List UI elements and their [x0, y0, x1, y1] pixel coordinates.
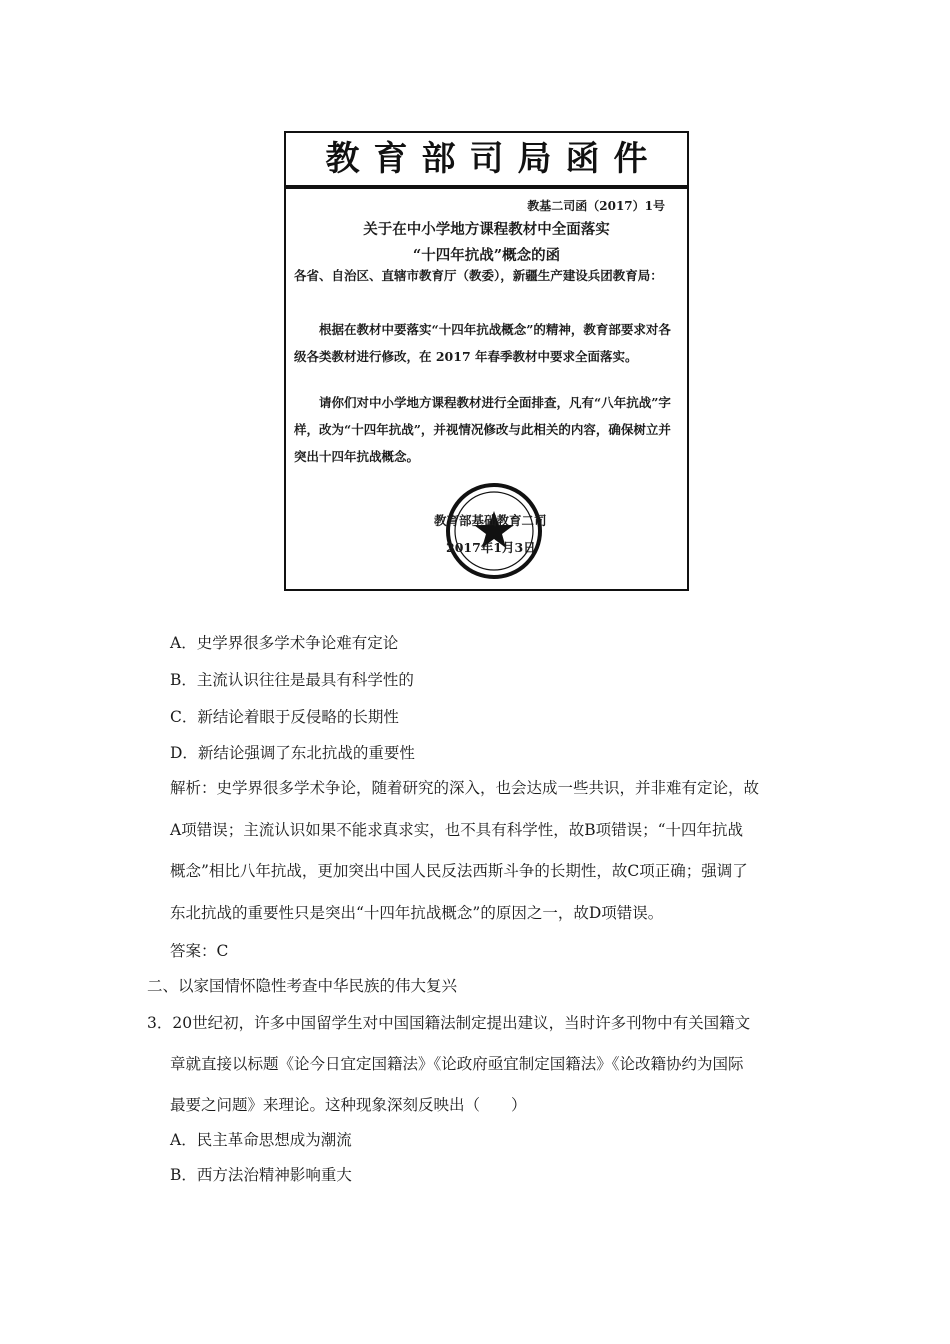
q2-analysis-line-2: A项错误；主流认识如果不能求真求实，也不具有科学性，故B项错误；“十四年抗战: [170, 821, 744, 839]
document-number: 教基二司函（2017）1号: [527, 199, 665, 213]
header-rule: [286, 185, 687, 189]
q2-analysis-line-1: 解析：史学界很多学术争论，随着研究的深入，也会达成一些共识，并非难有定论，故: [170, 779, 760, 797]
seal-organization: 教育部基础教育二司: [434, 513, 547, 528]
q2-option-a: A．史学界很多学术争论难有定论: [170, 634, 399, 652]
document-paragraph-2: 请你们对中小学地方课程教材进行全面排查，凡有“八年抗战”字样，改为“十四年抗战”，并视情况修改与此相关的内容，确保树立并突出十四年抗战概念。: [294, 395, 671, 464]
document-addressee: 各省、自治区、直辖市教育厅（教委），新疆生产建设兵团教育局：: [294, 268, 663, 283]
q2-analysis-line-4: 东北抗战的重要性只是突出“十四年抗战概念”的原因之一，故D项错误。: [170, 904, 664, 922]
q2-option-b: B．主流认识往往是最具有科学性的: [170, 671, 414, 689]
q3-stem-line-3: 最要之问题》来理论。这种现象深刻反映出（ ）: [170, 1096, 527, 1114]
q3-stem-line-1: 3．20世纪初，许多中国留学生对中国国籍法制定提出建议，当时许多刊物中有关国籍文: [147, 1014, 751, 1032]
q3-stem-line-2: 章就直接以标题《论今日宜定国籍法》《论政府亟宜制定国籍法》《论改籍协约为国际: [170, 1055, 744, 1073]
seal-date: 2017年1月3日: [446, 540, 536, 555]
q3-option-b: B．西方法治精神影响重大: [170, 1166, 352, 1184]
document-header: 教育部司局函件: [325, 139, 662, 179]
q3-option-a: A．民主革命思想成为潮流: [170, 1131, 352, 1149]
document-title-line1: 关于在中小学地方课程教材中全面落实: [363, 221, 610, 238]
official-seal-icon: [444, 481, 544, 581]
q2-option-c: C．新结论着眼于反侵略的长期性: [170, 708, 399, 726]
q2-option-d: D．新结论强调了东北抗战的重要性: [170, 744, 415, 762]
document-title-line2: “十四年抗战”概念的函: [412, 247, 561, 264]
q2-analysis-line-3: 概念”相比八年抗战，更加突出中国人民反法西斯斗争的长期性，故C项正确；强调了: [170, 862, 748, 880]
section-heading: 二、以家国情怀隐性考查中华民族的伟大复兴: [147, 977, 458, 995]
document-paragraph-1: 根据在教材中要落实“十四年抗战概念”的精神，教育部要求对各级各类教材进行修改，在 2017 年春季教材中要求全面落实。: [294, 322, 671, 364]
q2-answer: 答案：C: [170, 942, 229, 960]
official-document-image: [284, 131, 689, 591]
